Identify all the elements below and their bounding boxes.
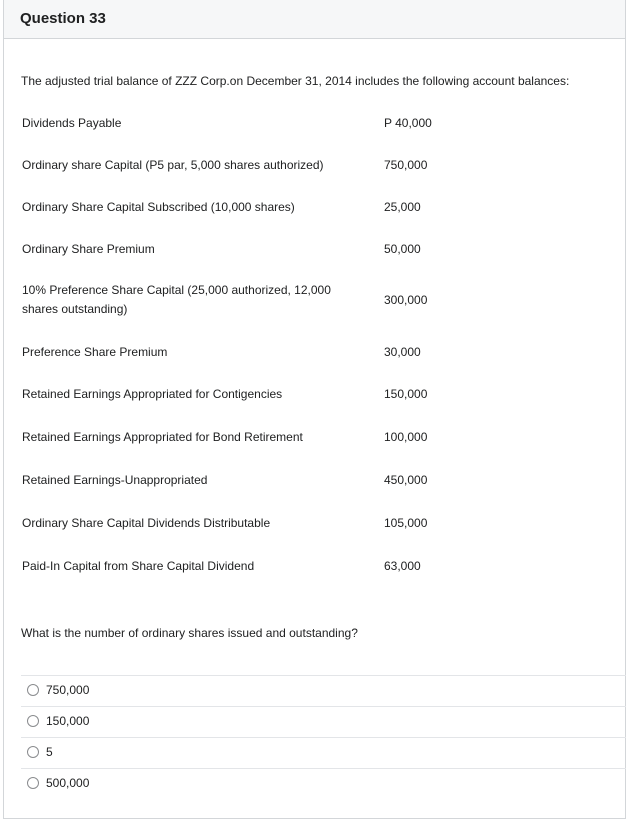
balance-label: Retained Earnings Appropriated for Bond Retirement <box>22 430 303 444</box>
balance-label: Retained Earnings-Unappropriated <box>22 473 208 487</box>
balance-amount: P 40,000 <box>384 116 432 130</box>
balance-amount: 30,000 <box>384 345 421 359</box>
answer-choice[interactable] <box>21 706 626 737</box>
balance-amount: 63,000 <box>384 559 421 573</box>
answer-choice-label[interactable]: 750,000 <box>46 683 90 697</box>
radio-button[interactable] <box>27 777 39 789</box>
balance-label: Dividends Payable <box>22 116 122 130</box>
balance-label: Ordinary Share Capital Dividends Distributable <box>22 516 271 530</box>
radio-button[interactable] <box>27 715 39 727</box>
answer-choice[interactable] <box>21 737 626 768</box>
answer-choice-label[interactable]: 500,000 <box>46 776 90 790</box>
balance-amount: 300,000 <box>384 293 428 307</box>
balance-label: Ordinary Share Premium <box>22 242 155 256</box>
balance-amount: 100,000 <box>384 430 428 444</box>
answer-choice[interactable] <box>21 675 626 706</box>
balance-label: Preference Share Premium <box>22 345 168 359</box>
question-prompt: What is the number of ordinary shares issued and outstanding? <box>21 626 358 640</box>
balance-amount: 450,000 <box>384 473 428 487</box>
balance-label: Retained Earnings Appropriated for Contigencies <box>22 387 283 401</box>
balance-label: Ordinary share Capital (P5 par, 5,000 shares authorized) <box>22 158 324 172</box>
radio-button[interactable] <box>27 746 39 758</box>
question-header <box>4 0 625 39</box>
balance-amount: 25,000 <box>384 200 421 214</box>
answer-choice-label[interactable]: 150,000 <box>46 714 90 728</box>
balance-label: Paid-In Capital from Share Capital Dividend <box>22 559 255 573</box>
radio-button[interactable] <box>27 684 39 696</box>
question-title: Question 33 <box>20 10 106 27</box>
answer-choice[interactable] <box>21 768 626 799</box>
balance-amount: 105,000 <box>384 516 428 530</box>
question-intro: The adjusted trial balance of ZZZ Corp.on December 31, 2014 includes the following account balances: <box>21 74 570 88</box>
balance-amount: 750,000 <box>384 158 428 172</box>
answer-choice-label[interactable]: 5 <box>46 745 53 759</box>
balance-label: 10% Preference Share Capital (25,000 authorized, 12,000 shares outstanding) <box>22 283 331 316</box>
balance-label: Ordinary Share Capital Subscribed (10,000 shares) <box>22 200 295 214</box>
balance-amount: 150,000 <box>384 387 428 401</box>
question-card <box>3 0 626 819</box>
balance-amount: 50,000 <box>384 242 421 256</box>
